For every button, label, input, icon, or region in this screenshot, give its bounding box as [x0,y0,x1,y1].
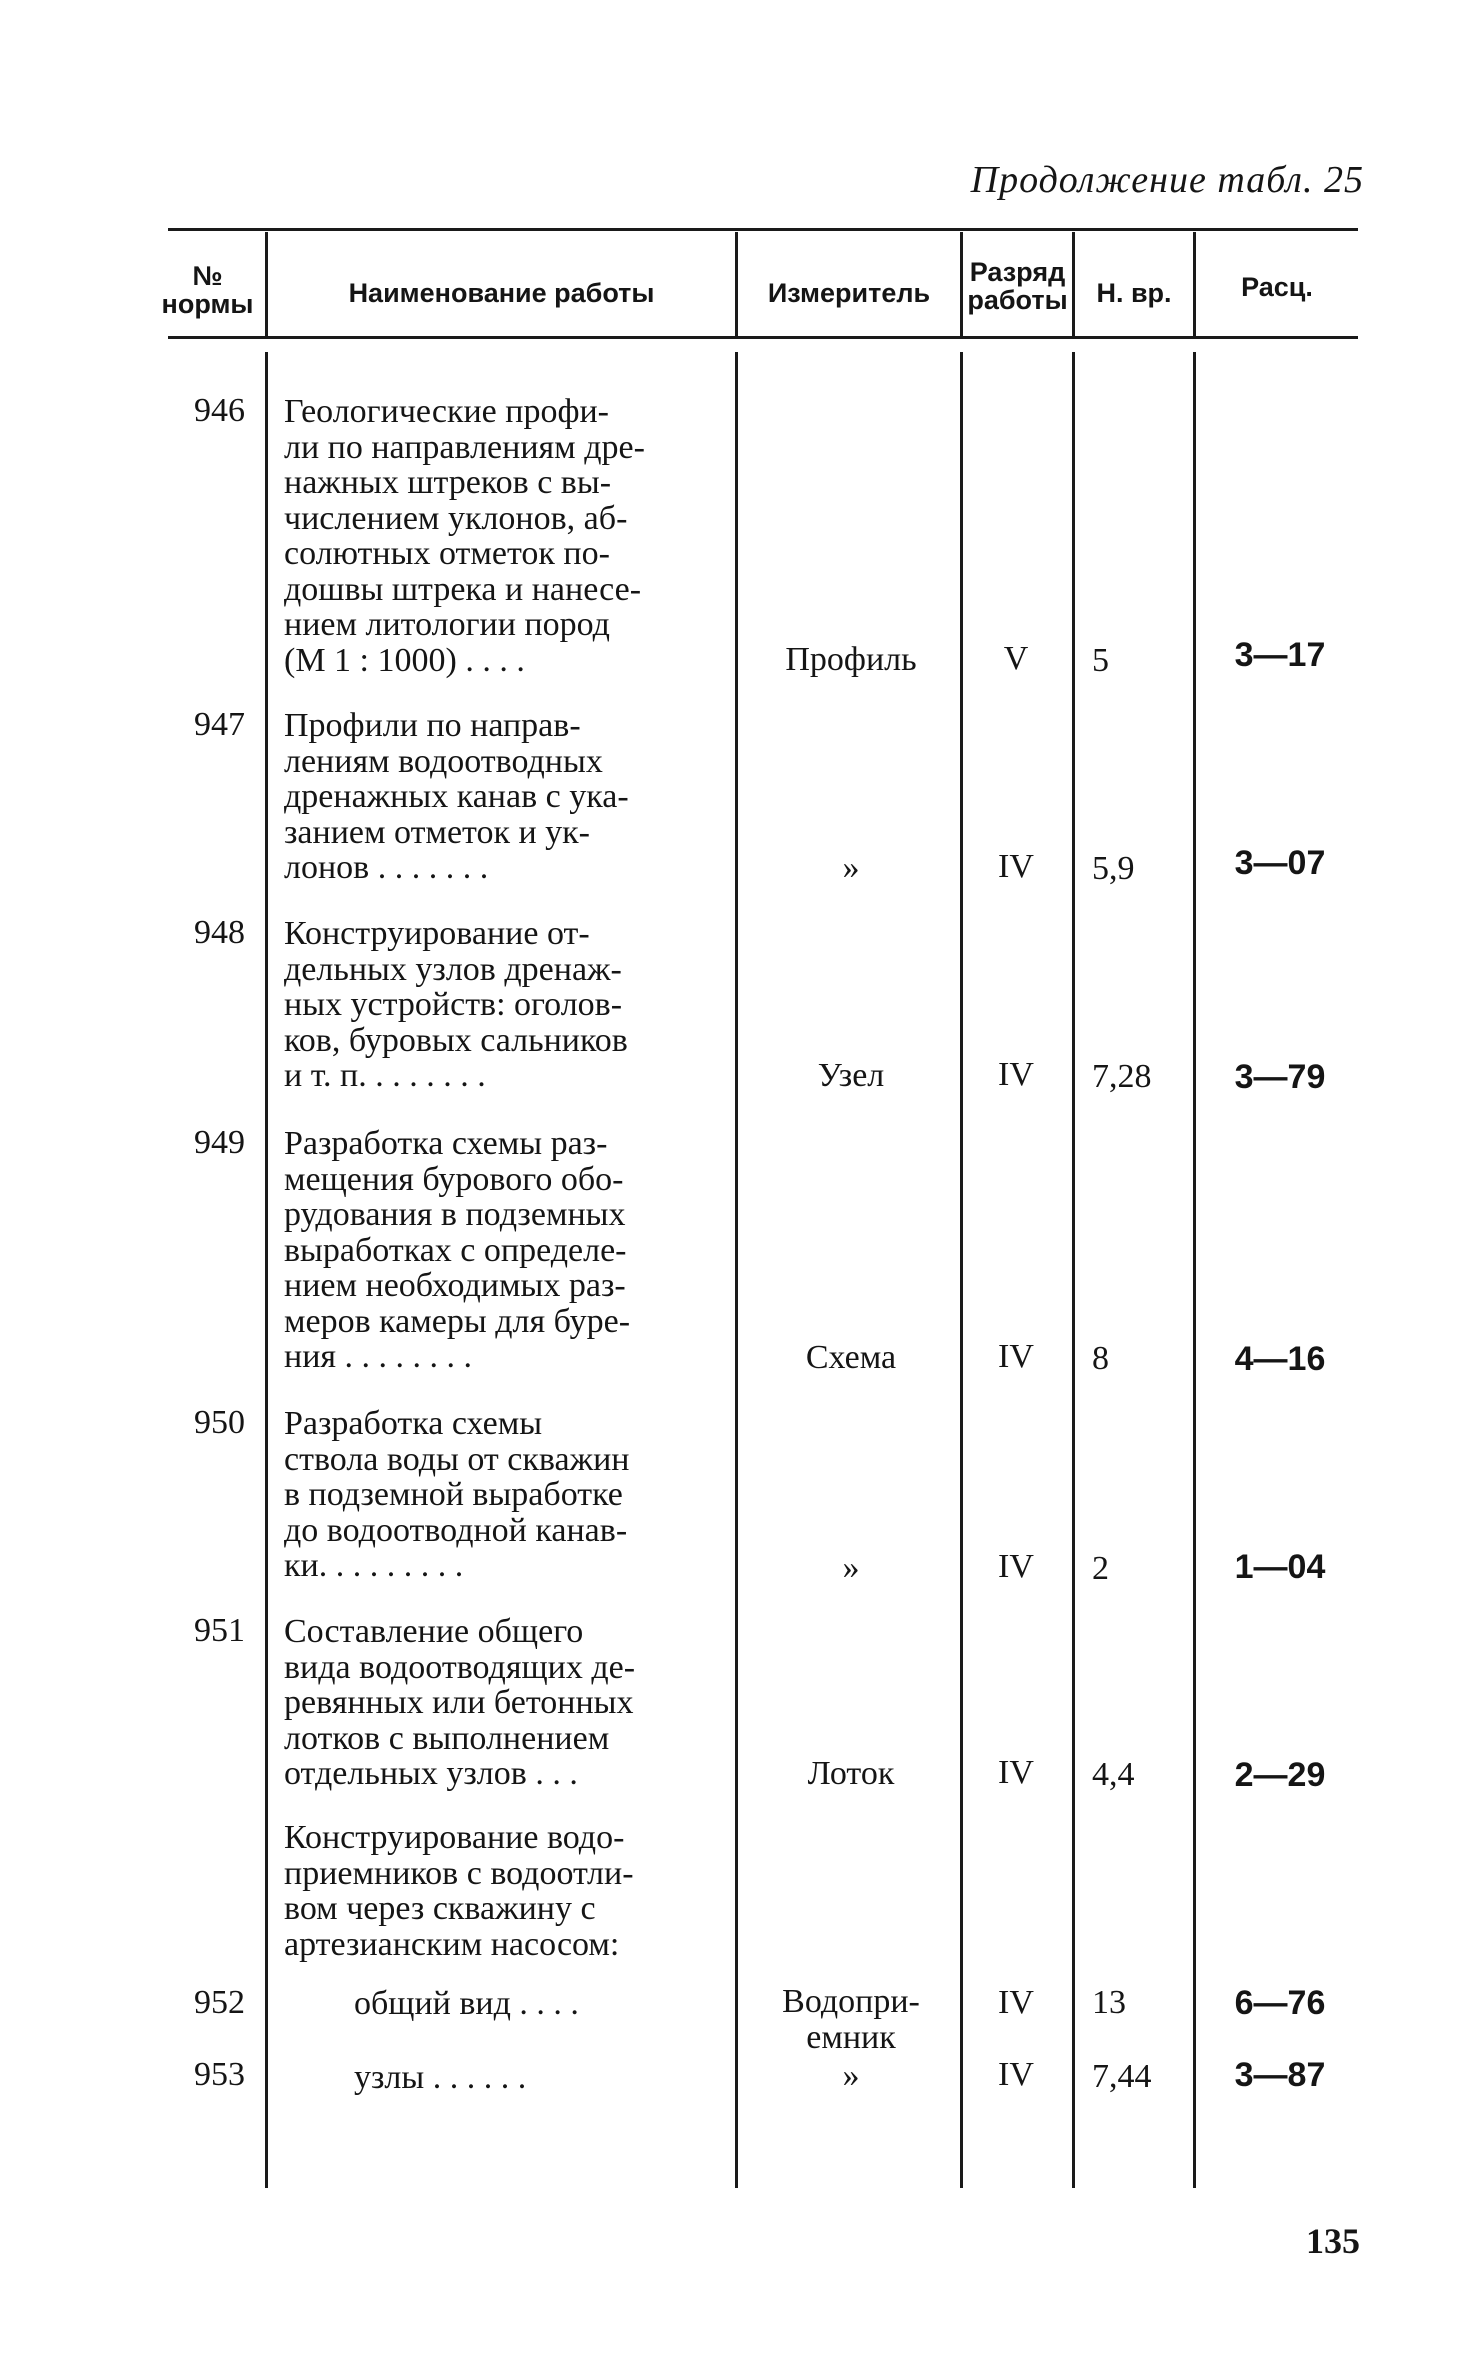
row-number: 946 [194,392,245,429]
header-measure: Измеритель [767,278,931,308]
group-title: Конструирование водо- приемников с водоотли- вом через скважину с артезианским насосом: [284,1819,634,1963]
row-price: 4—16 [1234,1340,1326,1378]
row-norm: 5,9 [1092,850,1135,887]
row-norm: 7,44 [1092,2058,1152,2095]
row-number: 947 [194,706,245,743]
row-grade: IV [998,1548,1034,1585]
row-number: 948 [194,914,245,951]
row-price: 1—04 [1234,1548,1326,1586]
row-name: Геологические профи- ли по направлениям дре- нажных штреков с вы- числением уклонов, аб- солютных отметок по- дошвы штрека и нанесе- нием литологии пород (М 1 : 1000) . . . . [284,393,645,679]
row-price: 3—79 [1234,1058,1326,1096]
row-norm: 4,4 [1092,1756,1135,1793]
row-name: Разработка схемы раз- мещения бурового обо- рудования в подземных выработках с определе- нием необходимых раз- меров камеры для буре- ния . . . . . . . . [284,1125,631,1375]
column-divider [1072,352,1075,2188]
row-measure: » [842,2057,860,2094]
row-name: Составление общего вида водоотводящих де- ревянных или бетонных лотков с выполнением отдельных узлов . . . [284,1613,636,1792]
column-divider [960,352,963,2188]
table-caption: Продолжение табл. 25 [970,159,1364,201]
row-price: 3—07 [1234,844,1326,882]
row-measure: Водопри- емник [782,1983,920,2056]
row-norm: 8 [1092,1340,1109,1377]
row-price: 2—29 [1234,1756,1326,1794]
row-norm: 13 [1092,1984,1126,2021]
row-number: 953 [194,2056,245,2093]
row-measure: Профиль [785,641,917,678]
row-norm: 7,28 [1092,1058,1152,1095]
row-norm: 2 [1092,1550,1109,1587]
column-divider [265,352,268,2188]
page-number: 135 [1306,2221,1360,2261]
row-name: общий вид . . . . [354,1985,579,2022]
row-measure: Схема [805,1339,897,1376]
row-grade: IV [998,1338,1034,1375]
row-norm: 5 [1092,642,1109,679]
header-top-rule [168,228,1358,231]
row-number: 952 [194,1984,245,2021]
row-name: Профили по направ- лениям водоотводных дренажных канав с ука- занием отметок и ук- лонов . . . . . . . [284,707,629,886]
row-name: Конструирование от- дельных узлов дренаж- ных устройств: оголов- ков, буровых сальников и т. п. . . . . . . . [284,915,628,1094]
row-name: Разработка схемы ствола воды от скважин в подземной выработке до водоотводной канав- ки. . . . . . . . . [284,1405,630,1584]
header-number: № нормы [161,261,254,319]
row-grade: IV [998,1056,1034,1093]
header-price: Расц. [1241,272,1313,302]
row-number: 949 [194,1124,245,1161]
row-measure: Лоток [807,1755,895,1792]
header-norm: Н. вр. [1096,278,1172,308]
column-divider [1193,352,1196,2188]
header-grade: Разряд работы [967,257,1068,315]
header-bottom-rule [168,336,1358,339]
row-number: 950 [194,1404,245,1441]
row-grade: V [1003,640,1029,677]
row-number: 951 [194,1612,245,1649]
row-grade: IV [998,848,1034,885]
row-grade: IV [998,1984,1034,2021]
row-price: 3—87 [1234,2056,1326,2094]
row-measure: » [842,1549,860,1586]
row-measure: » [842,849,860,886]
row-price: 6—76 [1234,1984,1326,2022]
row-grade: IV [998,2056,1034,2093]
column-divider [735,352,738,2188]
row-grade: IV [998,1754,1034,1791]
header-name: Наименование работы [348,278,655,308]
row-price: 3—17 [1234,636,1326,674]
row-name: узлы . . . . . . [354,2059,527,2096]
row-measure: Узел [817,1057,885,1094]
